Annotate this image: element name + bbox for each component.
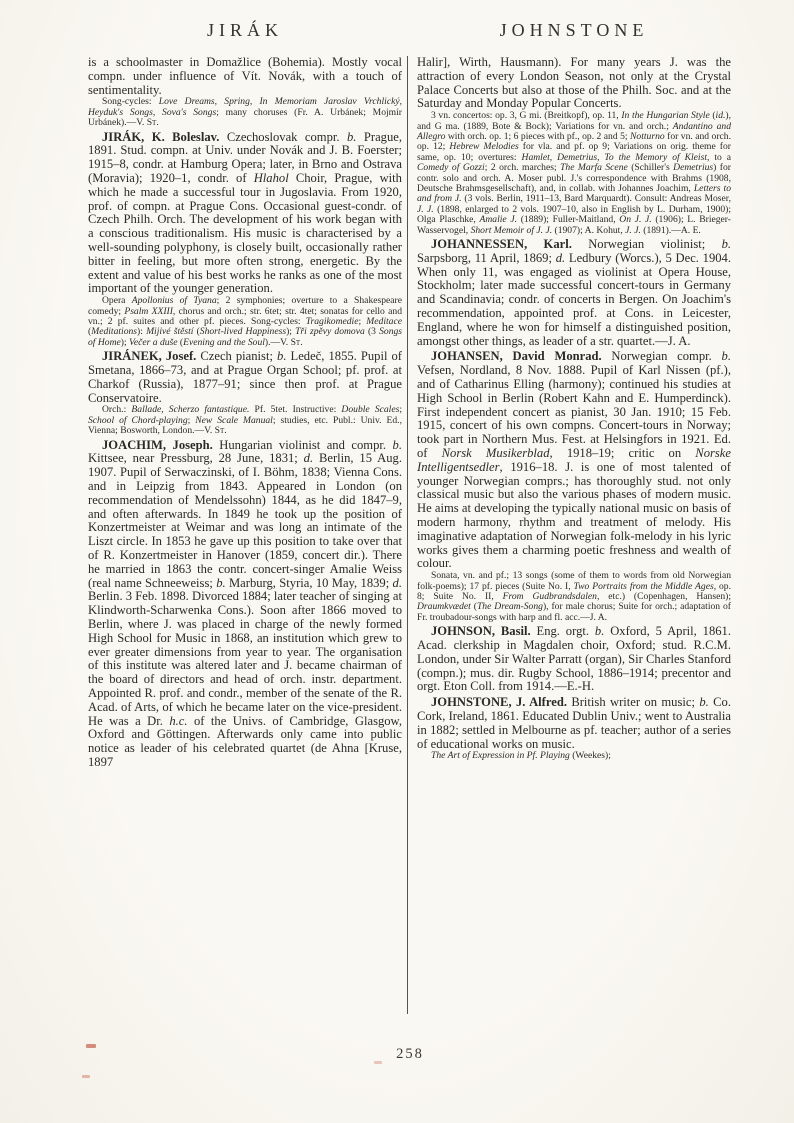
- red-ink-mark: [86, 1044, 96, 1048]
- entry-johnson-basil: JOHNSON, Basil. Eng. orgt. b. Oxford, 5 April, 1861. Acad. clerkship in Magdalen choir, Oxford; stud. R.C.M. London, under Sir Walter Parratt (organ), Sir Charles Stanford (compn.); mus. dir. Rugby School, 1886–1914; precentor and orgt. Eton Coll. from 1914.—E.-H.: [417, 624, 731, 694]
- red-ink-mark: [374, 1061, 382, 1064]
- entry-johannessen-karl: JOHANNESSEN, Karl. Norwegian violinist; b. Sarpsborg, 11 April, 1869; d. Ledbury (Worcs.), 5 Dec. 1904. When only 11, was engaged as violinist at Opera House, Stockholm; later made successful concert-tours in Germany and Scandinavia; condr. of concerts in Bergen. On Joachim's recommendation, appointed prof. at Cons. in Leicester, England, where he won for himself a distinguished position, amongst other things, as leader of a str. quartet.—J. A.: [417, 237, 732, 348]
- entry-johnstone-j-alfred: JOHNSTONE, J. Alfred. British writer on music; b. Co. Cork, Ireland, 1861. Educated Dublin Univ.; went to Australia in 1882; settled in Melbourne as pf. teacher; author of a series of educational works on music.: [417, 695, 731, 751]
- joachim-entry-continuation: Halir], Wirth, Hausmann). For many years J. was the attraction of every London Season, not only at the Crystal Palace Concerts but also at those of the Philh. Soc. and at the Saturday and Monday Popular Concerts.: [417, 55, 731, 111]
- jirak-k-boleslav-works-smallprint: Opera Apollonius of Tyana; 2 symphonies; overture to a Shakespeare comedy; Psalm XXIII, chorus and orch.; str. 6tet; str. 4tet; sonatas for cello and vn.; 2 pf. suites and other pf. pieces. Song-cycles: Tragikomedie; Meditace (Meditations): Mijivé štěstí (Short-lived Happiness); Tři zpěvy domova (3 Songs of Home); Večer a duše (Evening and the Soul).—V. St.: [88, 295, 403, 348]
- right-column: [417, 56, 731, 762]
- jiranek-works-smallprint: Orch.: Ballade, Scherzo fantastique. Pf. 5tet. Instructive: Double Scales; School of Chord-playing; New Scale Manual; studies, etc. Publ.: Univ. Ed., Vienna; Bosworth, London.—V. St.: [88, 404, 403, 437]
- right-column-header: JOHNSTONE: [499, 20, 649, 40]
- johnstone-works-smallprint: The Art of Expression in Pf. Playing (Weekes);: [431, 750, 611, 762]
- joachim-works-smallprint: 3 vn. concertos: op. 3, G mi. (Breitkopf), op. 11, In the Hungarian Style (id.), and G ma. (1889, Bote & Bock); Variations for vn. and orch.; Andantino and Allegro with orch. op. 1; 6 pieces with pf., op. 2 and 5; Notturno for vn. and orch. op. 12; Hebrew Melodies for vla. and pf. op 9; Variations on orig. theme for same, op. 10; overtures: Hamlet, Demetrius, To the Memory of Kleist, to a Comedy of Gozzi; 2 orch. marches; The Marfa Scene (Schiller's Demetrius) for contr. solo and orch. A. Moser publ. J.'s correspondence with Brahms (1908, Deutsche Brahmsgesellschaft), and, in collab. with Johannes Joachim, Letters to and from J. (3 vols. Berlin, 1911–13, Bard Marquardt). Consult: Andreas Moser, J. J. (1898, enlarged to 2 vols. 1907–10, also in English by L. Durham, 1900); Olga Plaschke, Amalie J. (1889); Fuller-Maitland, On J. J. (1906); L. Brieger-Wasservogel, Short Memoir of J. J. (1907); A. Kohut, J. J. (1891).—A. E.: [417, 110, 731, 236]
- entry-johansen-david-monrad: JOHANSEN, David Monrad. Norwegian compr. b. Vefsen, Nordland, 8 Nov. 1888. Pupil of Karl Nissen (pf.), and of Catharinus Elling (harmony); continued his studies at High School in Berlin (Robert Kahn and E. Humperdinck). First independent concert as pianist, 30 Jan. 1910; 15 Feb. 1915, concert of his own compns. Concert-tours in Norway; took part in Northern Mus. Fest. at Helsingfors in 1921. Ed. of Norsk Musikerblad, 1918–19; critic on Norske Intelligentsedler, 1916–18. J. is one of most talented of younger Norwegian comprs.; has thoroughly stud. not only classical music but also the various phases of modern music. He aims at developing the typically national music on basis of modern harmony, rhythm and treatment of melody. His imaginative adaptation of Norwegian folk-melody in his lyric works gives them a charming poetic freshness and wealth of colour.: [417, 349, 731, 571]
- left-column-header: JIRÁK: [206, 20, 283, 40]
- column-divider-rule: [407, 56, 408, 1014]
- entry-joachim-joseph: JOACHIM, Joseph. Hungarian violinist and compr. b. Kittsee, near Pressburg, 28 June, 1831; d. Berlin, 15 Aug. 1907. Pupil of Serwaczinski, of I. Böhm, 1838; Vienna Cons. and in Leipzig from 1843. Appeared in London (on recommendation of Mendelssohn) 1844, as he did 1847–9, and often afterwards. In 1849 he took up the position of Konzertmeister at Weimar and was long an intimate of the Liszt circle. In 1853 he gave up this position to take over that of R. Konzertmeister in Hanover (1859, concert dir.). There he married in 1863 the contr. concert-singer Amalie Weiss (real name Schneeweiss; b. Marburg, Styria, 10 May, 1839; d. Berlin. 3 Feb. 1898. Divorced 1884; later teacher of singing at Klindworth-Scharwenka Cons.). Soon after 1866 moved to Berlin, where J. was placed in charge of the newly formed High School for Music in 1868, an institution which grew to ever greater dimensions from year to year. The organisation of this institute was altered later and J. became chairman of the board of directors and head of orch. instr. department. Appointed R. prof. and condr., member of the senate of the R. Acad. of Arts, of which he became later on the vice-president. He was a Dr. h.c. of the Univs. of Cambridge, Glasgow, Oxford and Göttingen. Afterwards only came into public notice as leader of his celebrated quartet (de Ahna [Kruse, 1897: [88, 437, 402, 769]
- johansen-works-smallprint: Sonata, vn. and pf.; 13 songs (some of them to words from old Norwegian folk-poems); 17 pf. pieces (Suite No. I, Two Portraits from the Middle Ages, op. 8; Suite No. II, From Gudbrandsdalen, etc.) (Copenhagen, Hansen); Draumkvædet (The Dream-Song), for male chorus; Suite for orch.; adaptation of Fr. troubadour-songs with harp and fl. acc.—J. A.: [417, 570, 732, 623]
- entry-jiranek-josef: JIRÁNEK, Josef. Czech pianist; b. Ledeč, 1855. Pupil of Smetana, 1866–73, and at Prague Organ School; pf. prof. at Charkof (Russia), 1877–91; since then prof. at Prague Conservatoire.: [88, 349, 402, 405]
- jirak-works-smallprint: Song-cycles: Love Dreams, Spring, In Memoriam Jaroslav Vrchlický, Heyduk's Songs, Sova's Songs; many choruses (Fr. A. Urbánek; Mojmír Urbánek).—V. St.: [88, 96, 402, 129]
- red-ink-mark: [82, 1075, 90, 1078]
- entry-jirak-k-boleslav: JIRÁK, K. Boleslav. Czechoslovak compr. b. Prague, 1891. Stud. compn. at Univ. under Novák and J. B. Foerster; 1915–8, condr. at Hamburg Opera; later, in Brno and Ostrava (Moravia); 1920–1, condr. of Hlahol Choir, Prague, with which he made a successful tour in Jugoslavia. From 1920, prof. of compn. at Prague Cons. Occasional guest-condr. of Czech Philh. Orch. The development of his work began with a conscious traditionalism. His music is characterised by a well-sounding polyphony, is closely built, occasionally rather bitter in feeling, but more often strong, energetic. By the extent and value of his best works he ranks as one of the most important of the younger generation.: [88, 129, 402, 296]
- jirak-entry-continuation: is a schoolmaster in Domažlice (Bohemia). Mostly vocal compn. under influence of Vít. Novák, with a touch of sentimentality.: [88, 55, 402, 97]
- left-column: [88, 56, 402, 770]
- page-number: 258: [396, 1046, 424, 1062]
